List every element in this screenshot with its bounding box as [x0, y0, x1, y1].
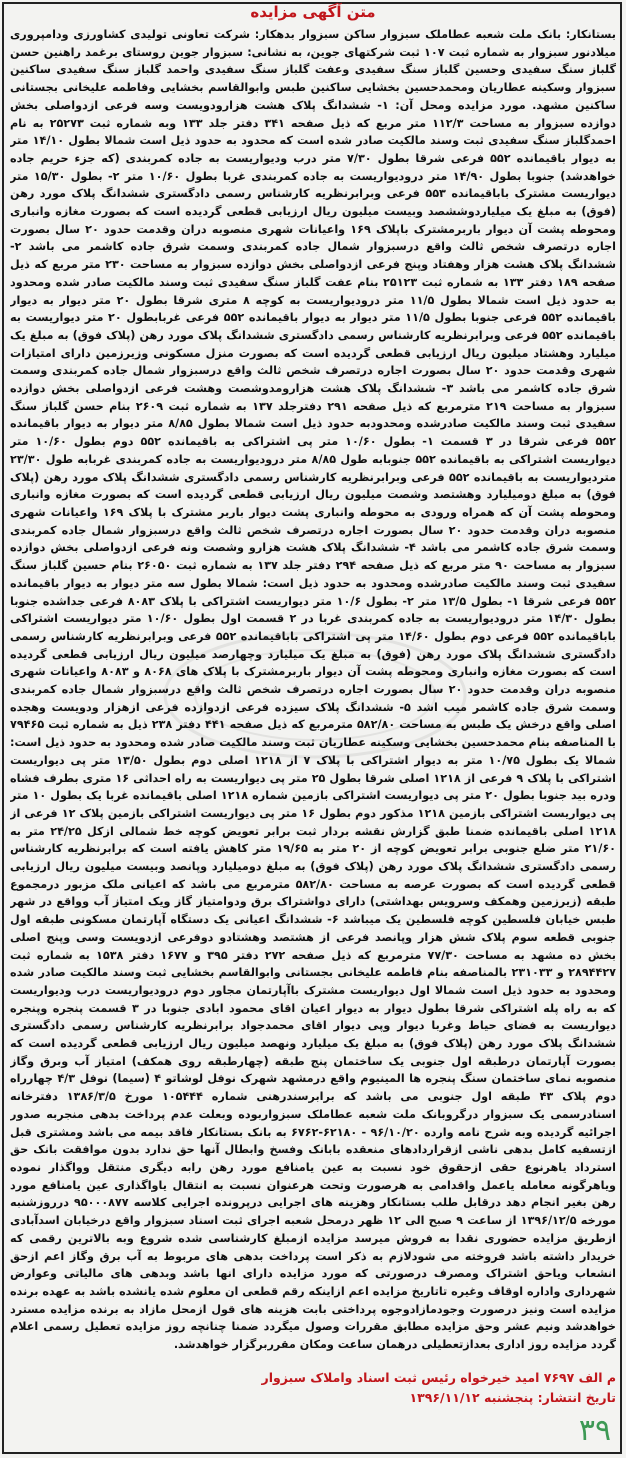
notice-footer — [220, 1368, 616, 1408]
notice-title: متن آگهی مزایده — [250, 3, 376, 21]
title-bar — [0, 0, 626, 26]
publish-date: تاریخ انتشار: پنجشنبه ۱۳۹۶/۱۱/۱۲ — [409, 1390, 616, 1405]
signature-line: م الف ۷۶۹۷ امید خیرخواه رئیس ثبت اسناد واملاک سبزوار — [261, 1370, 616, 1385]
page-number: ۳۹ — [578, 1413, 612, 1448]
notice-body: بستانکار: بانک ملت شعبه عطاملک سبزوار ساکن سبزوار بدهکار: شرکت تعاونی تولیدی کشاورزی ودامپروری میلادنور سبزوار به شماره ثبت ۱۰۷ ثبت شرکتهای جوین، به نشانی: سبزوار جوین روستای برغمد راهنین حسن گلباز سنگ سفیدی وحسین گلباز سنگ سفیدی وعفت گلباز سنگ سفیدی واحمد گلباز سنگ سفیدی ساکنین سبزوار وسکینه عطاریان ومحمدحسین بخشایی ساکنین طبس وابوالقاسم بخشایی وفاطمه علیخانی بجستانی ساکنین مشهد. مورد مزایده ومحل آن: ۱- ششدانگ پلاک هشت هزارودویست وسه فرعی ازدواصلی بخش دوازده سبزوار به مساحت ۱۱۲/۳ متر مربع که ذیل صفحه ۳۴۱ دفتر جلد ۱۳۳ وبه شماره ثبت ۲۵۲۷۳ به نام احمدگلباز سنگ سفیدی ثبت وسند مالکیت صادر شده است که محدود به حدود ذیل است شمالا بطول ۱۴/۱۰ متر به دیوار باقیمانده ۵۵۲ فرعی شرقا بطول ۷/۳۰ متر درب ودیواریست به جاده کمربندی (که جزء حریم جاده خواهدشد) جنوبا بطول ۱۴/۹۰ متر درودیواریست به جاده کمربندی غربا بطول ۱۰/۶۰ متر ۲- بطول ۱۵/۳۰ متر دیواریست مشترک باباقیمانده ۵۵۳ فرعی وبرابرنظریه کارشناس رسمی دادگستری ششدانگ پلاک مورد رهن (فوق) به مبلغ یک میلیاردوششصد وبیست میلیون ریال ارزیابی قطعی گردیده است که بصورت مغازه وانباری ومحوطه پشت آن دیوار باربرمشترک باپلاک ۱۶۹ واعیانات شهری منصوبه دران وقدمت حدود ۲۰ سال بصورت اجاره درتصرف شخص ثالث واقع درسبزوار شمال جاده کمربندی وسمت شرق جاده کاشمر می باشد ۲- ششدانگ پلاک هشت هزار وهفتاد وپنج فرعی ازدواصلی بخش دوازده سبزوار به مساحت ۲۳۰ متر مربع که ذیل صفحه ۱۸۹ دفتر ۱۳۳ به شماره ثبت ۲۵۱۲۳ بنام عفت گلباز سنگ سفیدی ثبت وسند مالکیت صادر شده ومحدود به حدود ذیل است شمالا بطول ۱۱/۵ متر درودیواریست به کوچه ۸ متری شرقا بطول ۲۰ متر دیوار به دیوار باقیمانده ۵۵۲ فرعی جنوبا بطول ۱۱/۵ متر دیوار به دیوار باقیمانده ۵۵۲ فرعی غربابطول ۲۰ متر دیواریست به باقیمانده ۵۵۲ فرعی وبرابرنظریه کارشناس رسمی دادگستری ششدانگ پلاک مورد رهن (پلاک فوق) به مبلغ یک میلیارد وهشتاد میلیون ریال ارزیابی قطعی گردیده است که بصورت منزل مسکونی وزیرزمین دارای امتیازات شهری وقدمت حدود ۲۰ سال بصورت اجاره درتصرف شخص ثالث واقع درسبزوار شمال جاده کمربندی وسمت شرق جاده کاشمر می باشد ۳- ششدانگ پلاک هشت هزارومدوشصت وهشت فرعی ازدواصلی بخش دوازده سبزوار به مساحت ۲۱۹ مترمربع که ذیل صفحه ۲۹۱ دفترجلد ۱۳۷ به شماره ثبت ۲۶۰۹ بنام حسن گلباز سنگ سفیدی ثبت وسند مالکیت صادرشده ومحدودبه حدود ذیل است شمالا بطول ۸/۸۵ متر دیوار به دیوار باقیمانده ۵۵۲ فرعی شرقا در ۳ قسمت ۱- بطول ۱۰/۶۰ متر پی اشتراکی به باقیمانده ۵۵۲ دوم بطول ۱۰/۶۰ متر دیواریست اشتراکی به باقیمانده ۵۵۲ جنوبابه طول ۸/۸۵ متر درودیواریست به جاده کمربندی غربابه طول ۲۳/۳۰ متردیواریست به باقیمانده ۵۵۲ فرعی وبرابرنظریه کارشناس رسمی دادگستری ششدانگ پلاک مورد رهن (پلاک فوق) به مبلغ دومیلیارد وهشتصد وشصت میلیون ریال ارزیابی قطعی گردیده است که بصورت مغازه وانباری ومحوطه پشت آن که همراه ورودی به محوطه وانباری پشت دیوار باربر مشترک با پلاک ۱۶۹ واعیانات شهری منصوبه دران وقدمت حدود ۲۰ سال بصورت اجاره درتصرف شخص ثالث واقع درسبزوار شمال جاده کمربندی وسمت شرق جاده کاشمر می باشد ۴- ششدانگ پلاک هشت هزارو وشصت ونه فرعی ازدواصلی بخش دوازده سبزوار به مساحت ۹۰ متر مربع که ذیل صفحه ۲۹۴ دفتر جلد ۱۳۷ به شماره ثبت ۲۶۰۵۰ بنام حسین گلباز سنگ سفیدی ثبت وسند مالکیت صادرشده ومحدود به حدود ذیل است: شمالا بطول سه متر دیوار به دیوار باقیمانده ۵۵۲ فرعی شرقا ۱- بطول ۱۳/۵ متر ۲- بطول ۱۰/۶ متر دیواریست اشتراکی با پلاک ۸۰۸۳ فرعی جداشده جنوبا بطول ۱۴/۳۰ متر درودیواریست به جاده کمربندی غربا در ۲ قسمت اول بطول ۱۰/۶۰ متر دیواریست اشتراکی باباقیمانده ۵۵۲ فرعی دوم بطول ۱۴/۶۰ متر پی اشتراکی باباقیمانده ۵۵۲ فرعی وبرابرنظریه کارشناس رسمی دادگستری ششدانگ پلاک مورد رهن (فوق) به مبلغ یک میلیارد وچهارصد میلیون ریال ارزیابی قطعی گردیده است که بصورت مغازه وانباری ومحوطه پشت آن دیوار باربرمشترک با پلاک های ۸۰۶۸ و ۸۰۸۳ واعیانات شهری منصوبه دران وقدمت حدود ۲۰ سال بصورت اجاره درتصرف شخص ثالث واقع درسبزوار شمال جاده کمربندی وسمت شرق جاده کاشمر میب اشد ۵- ششدانگ پلاک سیزده فرعی ازدوازده فرعی ازهزار ودویست وهجده اصلی واقع درخش یک طبس به مساحت ۵۸۲/۸۰ مترمربع که ذیل صفحه ۴۴۱ دفتر ۲۳۸ ذیل به شماره ثبت ۷۹۴۶۵ با المناصفه بنام محمدحسین بخشایی وسکینه عطاریان ثبت وسند مالکیت صادر شده ومحدود به حدود ذیل است: شمالا یک بطول ۱۰/۷۵ متر به دیوار اشتراکی با پلاک ۷ از ۱۲۱۸ اصلی دوم بطول ۱۳/۵۰ متر پی دیواریست اشتراکی با پلاک ۹ فرعی از ۱۲۱۸ اصلی شرقا بطول ۲۵ متر پی دیواریست به راه احداثی ۱۶ متری بطرف فشاه ودره بید جنوبا بطول ۲۰ متر پی دیواریست اشتراکی بازمین شماره ۱۲۱۸ اصلی باقیمانده غربا یک بطول ۱۰ متر پی دیواریست اشتراکی بازمین ۱۲۱۸ مذکور دوم بطول ۱۶ متر پی دیواریست اشتراکی بازمین پلاک ۱۲ فرعی از ۱۲۱۸ اصلی باقیمانده ضمنا طبق گزارش نقشه بردار ثبت برابر تعویض کوچه خط شمالی ازکل ۲۴/۲۵ متر به ۲۱/۶۰ متر ضلع جنوبی برابر تعویض کوچه از ۲۰ متر به ۱۹/۶۵ متر کاهش یافته است که برابرنظریه کارشناس رسمی دادگستری ششدانگ پلاک مورد رهن (پلاک فوق) به مبلغ دومیلیارد وپانصد وبیست میلیون ریال ارزیابی قطعی گردیده است که بصورت عرصه به مساحت ۵۸۲/۸۰ مترمربع می باشد که اعیانی ملک مزبور درمجموع طبقه (زیرزمین وهمکف وسرویس بهداشتی) دارای دواشتراک برق ودوامتیاز گاز ویک امتیاز آب وواقع در شهر طبس خیابان فلسطین کوچه فلسطین یک میباشد ۶- ششدانگ اعیانی یک دستگاه آپارتمان مسکونی طبقه اول جنوبی قطعه سوم پلاک شش هزار وپانصد فرعی از هشتصد وهشتادو دوفرعی ازدویست وسی وپنج اصلی بخش ده مشهد به مساحت ۷۷/۳۰ مترمربع که ذیل صفحه ۲۷۲ دفتر ۳۹۵ و ۱۶۷۷ دفتر ۱۵۳۸ به شماره ثبت ۲۸۹۴۴۲۷ و ۲۳۱۰۳۳ بالمناصفه بنام فاطمه علیخانی بجستانی وابوالقاسم بخشایی ثبت وسند مالکیت صادر شده ومحدود به حدود ذیل است شمالا اول دیواریست مشترک باآپارتمان مجاور دوم درودیواریست درب ودیواریست که به راه پله اشتراکی شرقا بطول دیوار به دیوار اعیان اقای محمود ابادی جنوبا در ۳ قسمت پنجره وپنجره دیواریست به فضای حیاط وغربا دیوار وپی دیوار اقای محمدجواد برابرنظریه کارشناس رسمی دادگستری ششدانگ پلاک مورد رهن (پلاک فوق) به مبلغ یک میلیارد ونهصد میلیون ریال ارزیابی قطعی گردیده است که بصورت آپارتمان درطبقه اول جنوبی یک ساختمان پنج طبقه (چهارطبقه روی همکف) امتیاز آب وبرق وگاز منصوبه نمای ساختمان سنگ پنجره ها المینیوم واقع درمشهد شهرک نوفل لوشاتو ۴ (سیما) نوفل ۴/۳ چهارراه دوم پلاک ۴۳ طبقه اول جنوبی می باشد که برابرسندرهنی شماره ۱۰۵۴۴۴ مورخ ۱۳۸۶/۳/۵ دفترخانه اسنادرسمی یک سبزوار درگروبانک ملت شعبه عطاملک سبزواربوده وبعلت عدم پرداخت بدهی منجربه صدور اجرائیه گردیده وبه شرح نامه وارده ۹۶/۱۰/۲۰ - ۶۲۱۸۰-۶۷۶۲ به بانک بستانکار فاقد بیمه می باشد ومشتری قبل ازتسفیه کامل بدهی ناشی ازقراردادهای منعقده بابانک وفسخ وابطال آنها حق ندارد بدون موافقت بانک حق استرداد یاهرنوع حقی ازحقوق خود نسبت به عین یامنافع مورد رهن رابه دیگری منتقل وواگذار نموده ویاهرگونه معامله یاعمل واقدامی به هرصورت وتحت هرعنوان نسبت به انتقال یاواگذاری عین یامنافع مورد رهن بغیر انجام دهد درقابل طلب بستانکار وهزینه های اجرایی درپرونده اجرایی کلاسه ۹۵۰۰۰۸۷۷ درروزشنبه مورخه ۱۳۹۶/۱۲/۵ از ساعت ۹ صبح الی ۱۲ ظهر درمحل شعبه اجرای ثبت اسناد سبزوار واقع درخیابان اسدآبادی ازطریق مزایده حضوری نقدا به فروش میرسد مزایده ازمبلغ کارشناسی شده شروع وبه بالاترین رقمی که خریدار داشته باشد فروخته می شودلازم به ذکر است پرداخت بدهی های مربوط به آب برق وگاز اعم ازحق انشعاب ویاحق اشتراک ومصرف درصورتی که مورد مزایده دارای انها باشد وبدهی های مالیاتی وعوارض شهرداری واداره اوقاف وغیره تاتاریخ مزایده اعم ازاینکه رقم قطعی ان معلوم شده یانشده باشد به عهده برنده مزایده است ونیز درصورت وجودمازادوجوه پرداختی بابت هزینه های قول ازمحل مازاد به برنده مزایده مسترد خواهدشد ونیم عشر وحق مزایده مطابق مقررات وصول میگردد ضمنا چنانچه روز مزایده تعطیل رسمی اعلام گردد مزایده روز اداری بعدازتعطیلی درهمان ساعت ومکان مقرربرگزار خواهدشد. — [10, 28, 616, 1352]
